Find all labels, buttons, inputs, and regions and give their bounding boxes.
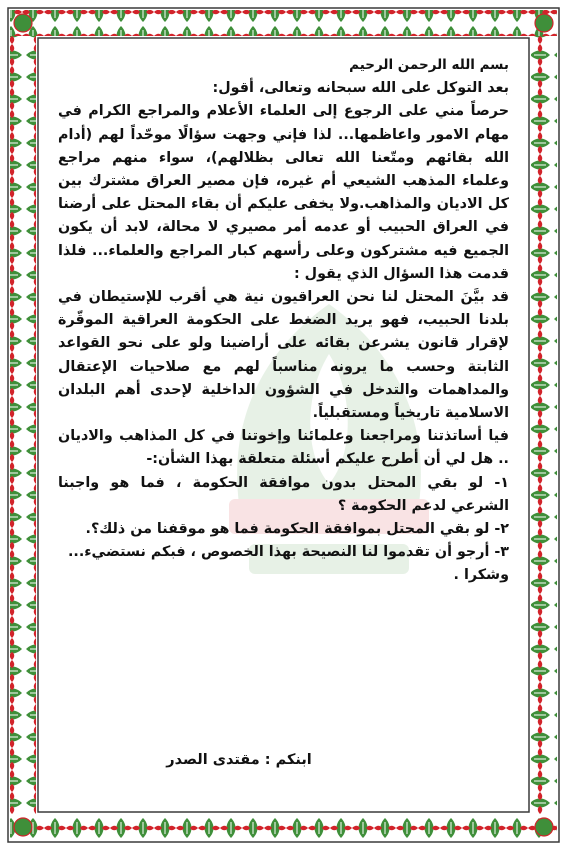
letter-body <box>58 54 509 588</box>
paragraph-3: فيا أساتذتنا ومراجعنا وعلمائنا وإخوتنا في كل المذاهب والاديان .. هل لي أن أطرح عليكم أسئلة متعلقة بهذا الشأن:- <box>58 428 509 468</box>
basmala-line: بسم الله الرحمن الرحيم <box>349 57 509 73</box>
letter-page <box>44 44 523 806</box>
paragraph-1: حرصاً مني على الرجوع إلى العلماء الأعلام والمراجع الكرام في مهام الامور واعاظمها... لذا فإني وجهت سؤالًا موحّداً لهم (أدام الله بقائهم ومتّعنا الله تعالى بظلالهم)، سواء منهم مراجع وعلماء المذهب الشيعي أم غيره، فإن مصير العراق مشترك بين كل الاديان والمذاهب.ولا يخفى عليكم أن بقاء المحتل على أرضنا في العراق الحبيب أو عدمه أمر مصيري لا محالة، لابد أن يكون الجميع فيه مشتركون وعلى رأسهم كبار المراجع والعلماء... فلذا قدمت هذا السؤال الذي يقول : <box>58 103 509 282</box>
question-3: ٣- أرجو أن تقدموا لنا النصيحة بهذا الخصوص ، فبكم نستضيء... <box>67 544 509 561</box>
signature: ابنكم : مقتدى الصدر <box>166 752 312 768</box>
opening-line: بعد التوكل على الله سبحانه وتعالى، أقول: <box>212 80 509 97</box>
question-2: ٢- لو بقي المحتل بموافقة الحكومة فما هو موقفنا من ذلك؟. <box>85 521 509 538</box>
question-1: ١- لو بقي المحتل بدون موافقة الحكومة ، فما هو واجبنا الشرعي لدعم الحكومة ؟ <box>58 474 509 514</box>
closing-line: وشكرا . <box>453 567 509 584</box>
paragraph-2: قد بيَّنَ المحتل لنا نحن العراقيون نية هي أقرب للإستيطان في بلدنا الحبيب، فهو يريد الضغط على الحكومة العراقية الموقّرة لإقرار قانون يشرعن بقائه على أراضينا ولو على نحو القواعد الثابتة وحسب ما يرونه مناسباً لهم مع صلاحيات الإعتقال والمداهمات والتدخل في الشؤون الداخلية لإحدى أهم البلدان الاسلامية تاريخياً ومستقبلياً. <box>58 289 509 422</box>
